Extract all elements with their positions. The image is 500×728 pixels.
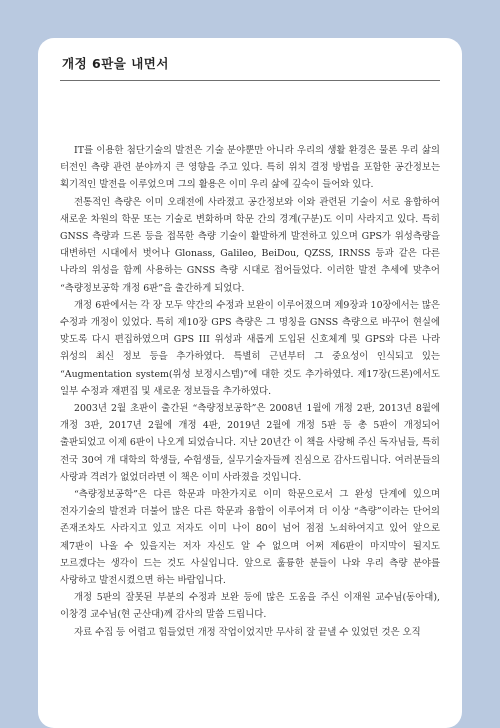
paragraph: 전통적인 측량은 이미 오래전에 사라졌고 공간정보와 이와 관련된 기술이 서로 융합하여 새로운 차원의 학문 또는 기술로 변화하며 학문 간의 경계(구분)도 이미 사라지고 있다. 특히 GNSS 측량과 드론 등을 접목한 측량 기술이 활발하게 발전하고 있으며 GPS가 위성측량을 대변하던 시대에서 벗어나 Glonass, Galileo, BeiDou, QZSS, IRNSS 등과 같은 다른 나라의 위성을 함께 사용하는 GNSS 측량 시대로 접어들었다. 이러한 발전 추세에 맞추어 “측량정보공학 개정 6판”을 출간하게 되었다. bbox=[60, 196, 440, 294]
paragraph: 2003년 2월 초판이 출간된 “측량정보공학”은 2008년 1월에 개정 2판, 2013년 8월에 개정 3판, 2017년 2월에 개정 4판, 2019년 2월에 개정 5판 등 총 5판이 개정되어 출판되었고 이제 6판이 나오게 되었습니다. 지난 20년간 이 책을 사랑해 주신 독자님들, 특히 전국 30여 개 대학의 학생들, 수험생들, 실무기술자들께 진심으로 감사드립니다. 여러분들의 사랑과 격려가 없었더라면 이 책은 이미 사라졌을 것입니다. bbox=[60, 403, 440, 483]
paragraph: 개정 5판의 잘못된 부분의 수정과 보완 등에 많은 도움을 주신 이재원 교수님(동아대), 이창경 교수님(현 군산대)께 감사의 말씀 드립니다. bbox=[60, 592, 440, 621]
page-title: 개정 6판을 내면서 bbox=[62, 56, 169, 71]
document-body bbox=[60, 142, 440, 641]
title-divider bbox=[60, 80, 440, 81]
paragraph: 개정 6판에서는 각 장 모두 약간의 수정과 보완이 이루어졌으며 제9장과 10장에서는 많은 수정과 개정이 있었다. 특히 제10장 GPS 측량은 그 명칭을 GNSS 측량으로 바꾸어 현실에 맞도록 다시 편집하였으며 GPS III 위성과 새롭게 도입된 신호체계 및 GPS와 다른 나라 위성의 최신 정보 등을 추가하였다. 특별히 근년부터 그 중요성이 인식되고 있는 “Augmentation system(위성 보정시스템)”에 대한 것도 추가하였다. 제17장(드론)에서도 일부 수정과 재편집 및 새로운 정보들을 추가하였다. bbox=[60, 299, 440, 397]
paragraph: “측량정보공학”은 다른 학문과 마찬가지로 이미 학문으로서 그 완성 단계에 있으며 전자기술의 발전과 더불어 많은 다른 학문과 융합이 이루어져 더 이상 “측량”이라는 단어의 존재조차도 사라지고 있고 저자도 이미 나이 80이 넘어 점점 노쇠하여지고 있어 앞으로 제7판이 나올 수 있을지는 저자 자신도 알 수 없으며 어쩌 제6판이 마지막이 될지도 모르겠다는 생각이 드는 것도 사실입니다. 앞으로 훌륭한 분들이 나와 우리 측량 분야를 사랑하고 발전시켰으면 하는 바람입니다. bbox=[60, 489, 440, 587]
document-page bbox=[38, 38, 462, 728]
paragraph: IT를 이용한 첨단기술의 발전은 기술 분야뿐만 아니라 우리의 생활 환경은 물론 우리 삶의 터전인 측량 관련 분야까지 큰 영향을 주고 있다. 특히 위치 결정 방법을 포함한 공간정보는 획기적인 발전을 이루었으며 그의 활용은 이미 우리 삶에 깊숙이 들어와 있다. bbox=[60, 145, 440, 191]
paragraph: 자료 수집 등 어렵고 힘들었던 개정 작업이었지만 무사히 잘 끝낼 수 있었던 것은 오직 bbox=[74, 626, 421, 638]
